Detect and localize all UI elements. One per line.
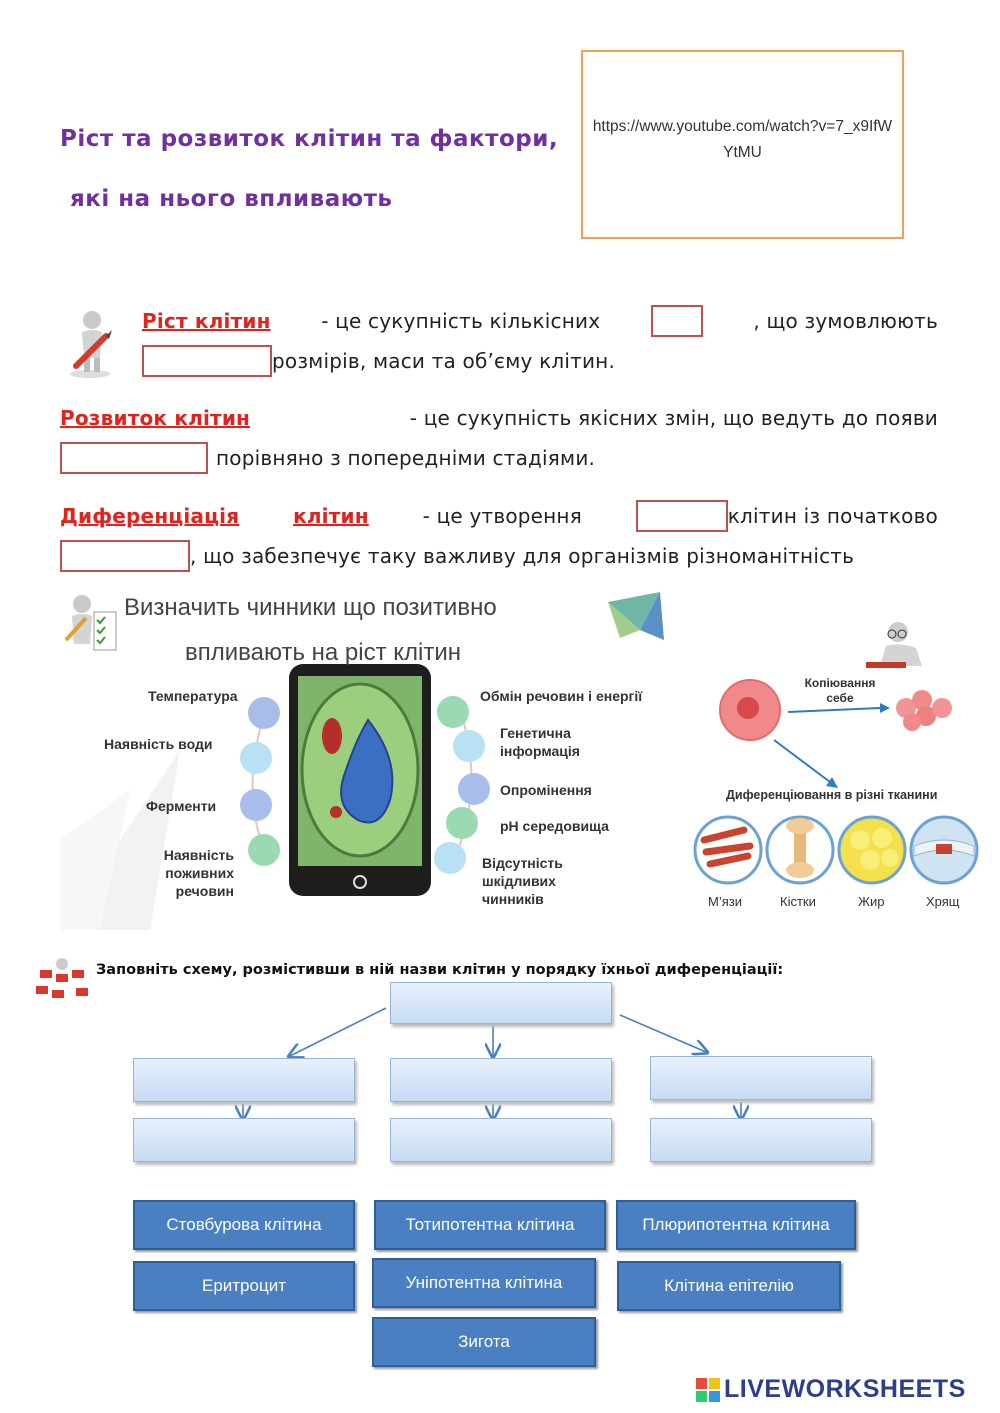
development-text-2: порівняно з попередніми стадіями. [216,446,596,470]
factor-left-4: Наявність поживних речовин [163,847,234,899]
differentiation-text-2: клітин із початково [727,504,938,528]
answer-tile-zygote[interactable]: Зигота [372,1317,596,1367]
tissue-bone: Кістки [780,894,816,909]
factor-left-3: Ферменти [146,798,217,814]
factor-left-1: Температура [148,688,238,704]
video-url[interactable]: https://www.youtube.com/watch?v=7_x9IfWYtMU [592,118,893,161]
development-term: Розвиток клітин [60,406,251,430]
differentiation-label: Диференціювання в різні тканини [726,788,938,802]
answer-tile-erythrocyte[interactable]: Еритроцит [133,1261,355,1311]
page-title-line1: Ріст та розвиток клітин та фактори, [60,126,559,152]
factor-right-4: pH середовища [500,818,609,834]
scheme-box-middle-1[interactable] [390,1058,612,1102]
development-text-1: - це сукупність якісних змін, що ведуть до появи [409,406,938,430]
factor-right-5: Відсутність шкідливих чинників [482,855,563,907]
answer-tile-pluripotent[interactable]: Плюрипотентна клітина [616,1200,856,1250]
answer-tile-epithelial[interactable]: Клітина епітелію [617,1261,841,1311]
growth-text-3: розмірів, маси та об’єму клітин. [272,349,616,373]
scheme-box-left-1[interactable] [133,1058,355,1102]
factors-heading-2: впливають на ріст клітин [185,639,461,666]
answer-tile-totipotent[interactable]: Тотипотентна клітина [374,1200,606,1250]
factor-left-2: Наявність води [104,736,213,752]
scheme-box-left-2[interactable] [133,1118,355,1162]
differentiation-text-1: - це утворення [422,504,582,528]
tissue-cartilage: Хрящ [926,894,960,909]
scheme-box-top[interactable] [390,982,612,1024]
answer-tile-stem-cell[interactable]: Стовбурова клітина [133,1200,355,1250]
scheme-box-right-1[interactable] [650,1056,872,1100]
growth-text-1: - це сукупність кількісних [321,309,601,333]
liveworksheets-brand: LIVEWORKSHEETS [724,1375,966,1403]
factor-right-1: Обмін речовин і енергії [480,688,643,704]
scheme-box-right-2[interactable] [650,1118,872,1162]
factor-right-3: Опромінення [500,782,592,798]
scheme-instruction: Заповніть схему, розмістивши в ній назви клітин у порядку їхньої диференціації: [96,962,784,978]
tissue-fat: Жир [858,894,885,909]
factor-right-2: Генетична інформація [500,725,580,759]
factors-heading-1: Визначить чинники що позитивно [124,594,497,621]
page-title-line2: які на нього впливають [70,186,393,212]
copy-self-label: Копіювання себе [804,676,876,705]
tissue-muscle: М’язи [708,894,742,909]
differentiation-term-2: клітин [293,504,369,528]
answer-tile-unipotent[interactable]: Уніпотентна клітина [372,1258,596,1308]
liveworksheets-logo-icon [696,1378,720,1402]
scheme-box-middle-2[interactable] [390,1118,612,1162]
growth-term: Ріст клітин [142,309,271,333]
differentiation-term: Диференціація [60,504,240,528]
growth-text-2: , що зумовлюють [753,309,938,333]
differentiation-text-3: , що забезпечує таку важливу для організмів різноманітність [190,544,855,568]
